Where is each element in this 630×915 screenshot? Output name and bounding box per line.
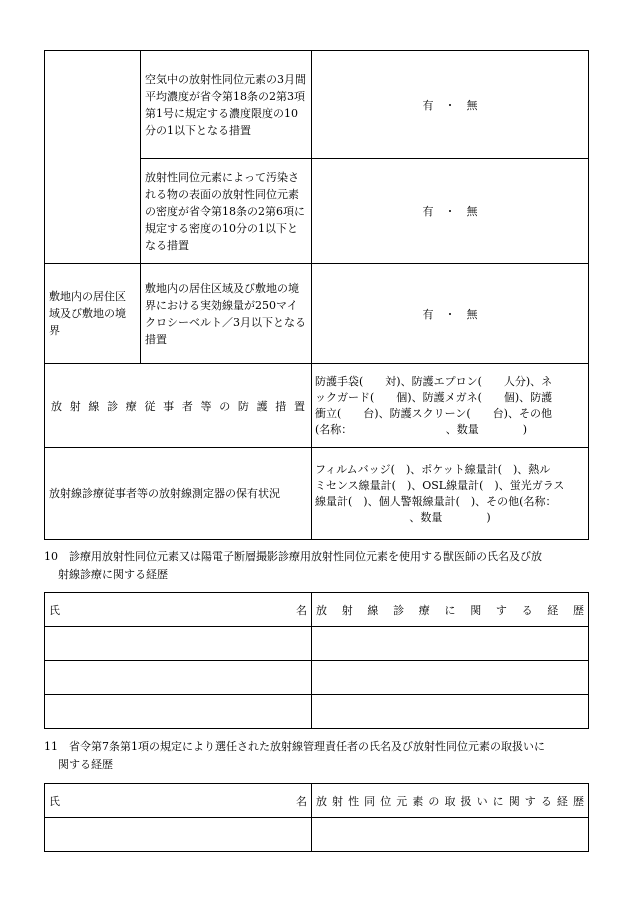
table-row <box>45 661 589 695</box>
table-row <box>45 448 589 540</box>
dosimeter-detail-cell: フィルムバッジ( )、ポケット線量計( )、熱ル ミセンス線量計( )、OSL線量計( )、蛍光ガラス 線量計( )、個人警報線量計( )、その他(名称： 、数量 ) <box>312 448 589 540</box>
dosimeter-label-cell: 放射線診療従事者等の放射線測定器の保有状況 <box>45 448 312 540</box>
category-cell-empty <box>45 51 141 264</box>
radiation-measures-table <box>44 50 589 540</box>
table-row <box>45 51 589 159</box>
radiation-manager-table <box>44 783 589 852</box>
protection-label-cell: 放射線診療従事者等の防護措置 <box>45 364 312 448</box>
name-header: 氏 名 <box>45 593 312 627</box>
yes-no-cell: 有 ・ 無 <box>312 51 589 159</box>
table-row <box>45 818 589 852</box>
section-10-heading: 10 診療用放射性同位元素又は陽電子断層撮影診療用放射性同位元素を使用する獣医師の氏名及び放 射線診療に関する経歴 <box>44 550 542 581</box>
career-header: 放射性同位元素の取扱いに関する経歴 <box>312 784 589 818</box>
category-cell: 敷地内の居住区域及び敷地の境界 <box>45 264 141 364</box>
table-row <box>45 695 589 729</box>
measure-cell: 放射性同位元素によって汚染される物の表面の放射性同位元素の密度が省令第18条の2第6項に規定する密度の10分の1以下となる措置 <box>141 159 312 264</box>
name-header: 氏 名 <box>45 784 312 818</box>
veterinarian-table <box>44 592 589 729</box>
measure-cell: 敷地内の居住区域及び敷地の境界における実効線量が250マイクロシーベルト／3月以下となる措置 <box>141 264 312 364</box>
table-row <box>45 364 589 448</box>
table-header-row <box>45 593 589 627</box>
measure-cell: 空気中の放射性同位元素の3月間平均濃度が省令第18条の2第3項第1号に規定する濃度限度の10分の1以下となる措置 <box>141 51 312 159</box>
protection-detail-cell: 防護手袋( 対)、防護エプロン( 人分)、ネ ックガード( 個)、防護メガネ( 個)、防護 衝立( 台)、防護スクリーン( 台)、その他 (名称： 、数量 ) <box>312 364 589 448</box>
section-11-heading: 11 省令第7条第1項の規定により選任された放射線管理責任者の氏名及び放射性同位元素の取扱いに 関する経歴 <box>44 740 545 771</box>
career-header: 放射線診療に関する経歴 <box>312 593 589 627</box>
table-row <box>45 264 589 364</box>
table-row <box>45 627 589 661</box>
yes-no-cell: 有 ・ 無 <box>312 264 589 364</box>
yes-no-cell: 有 ・ 無 <box>312 159 589 264</box>
table-header-row <box>45 784 589 818</box>
